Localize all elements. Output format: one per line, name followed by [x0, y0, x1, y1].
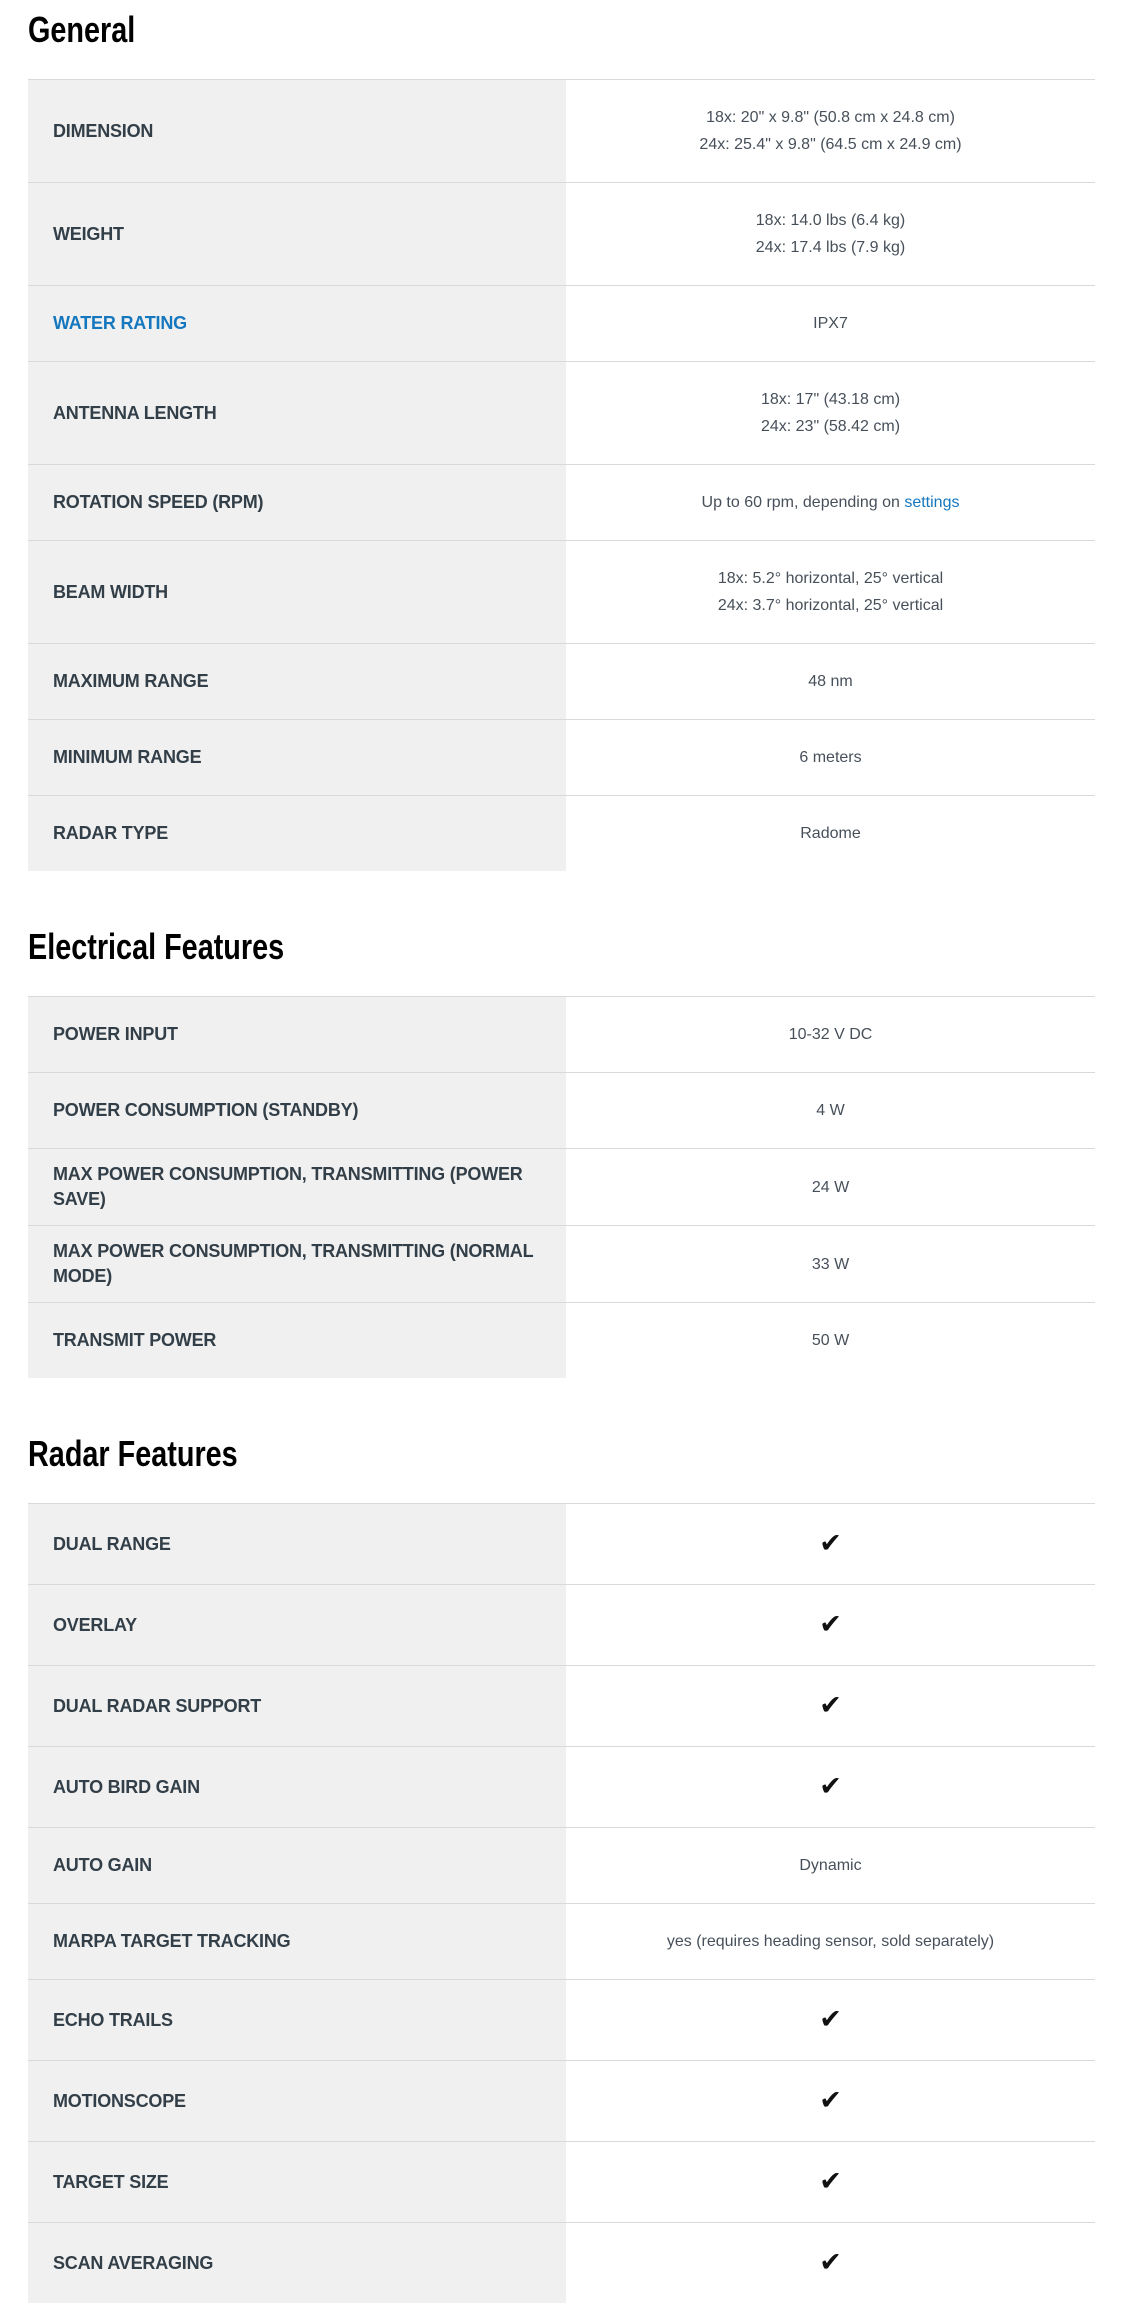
spec-value	[566, 1666, 1095, 1746]
table-row-rotation-speed	[28, 465, 1095, 541]
spec-label-text: AUTO GAIN	[53, 1855, 152, 1875]
spec-value	[566, 286, 1095, 361]
spec-value-line: 4 W	[816, 1102, 845, 1119]
checkmark-icon: ✔	[819, 2085, 842, 2116]
checkmark-icon: ✔	[819, 1690, 842, 1721]
table-row-minimum-range	[28, 720, 1095, 796]
spec-value	[566, 362, 1095, 464]
spec-label	[28, 1585, 566, 1665]
settings-link[interactable]: settings	[904, 494, 960, 511]
table-row-weight	[28, 183, 1095, 286]
table-row-max-power-power-save	[28, 1149, 1095, 1226]
table-row-scan-averaging	[28, 2223, 1095, 2303]
spec-label-text: ROTATION SPEED (RPM)	[53, 492, 264, 512]
spec-label-text: RADAR TYPE	[53, 823, 169, 843]
spec-value	[566, 796, 1095, 871]
section-title-text: Electrical Features	[28, 926, 285, 967]
spec-value-line: 18x: 17" (43.18 cm)	[760, 391, 901, 408]
spec-label	[28, 1747, 566, 1827]
spec-value	[566, 541, 1095, 643]
table-row-target-size	[28, 2142, 1095, 2223]
section-title-text: Radar Features	[28, 1433, 238, 1474]
spec-value-line: 33 W	[811, 1255, 850, 1273]
spec-table	[28, 79, 1095, 871]
spec-label	[28, 1980, 566, 2060]
table-row-marpa-target-tracking	[28, 1904, 1095, 1980]
spec-label-text: ECHO TRAILS	[53, 2009, 173, 2030]
spec-label	[28, 1073, 566, 1148]
section-title	[28, 10, 1095, 55]
spec-label	[28, 1828, 566, 1903]
spec-value-line: 24x: 17.4 lbs (7.9 kg)	[755, 239, 906, 256]
section-title	[28, 1434, 1095, 1479]
spec-label-text: MAXIMUM RANGE	[53, 671, 209, 691]
table-row-radar-type	[28, 796, 1095, 871]
spec-label-text: TARGET SIZE	[53, 2171, 169, 2192]
table-row-maximum-range	[28, 644, 1095, 720]
spec-label	[28, 1226, 566, 1302]
spec-value-line	[702, 489, 960, 516]
spec-value	[566, 997, 1095, 1072]
table-row-dual-range	[28, 1504, 1095, 1585]
spec-label	[28, 362, 566, 464]
spec-value-line: 24x: 25.4" x 9.8" (64.5 cm x 24.9 cm)	[699, 136, 962, 153]
spec-value	[566, 183, 1095, 285]
table-row-transmit-power	[28, 1303, 1095, 1378]
spec-label	[28, 541, 566, 643]
spec-label-text: MINIMUM RANGE	[53, 747, 202, 767]
table-row-auto-gain	[28, 1828, 1095, 1904]
spec-label	[28, 997, 566, 1072]
table-row-max-power-normal-mode	[28, 1226, 1095, 1303]
spec-label-text: MARPA TARGET TRACKING	[53, 1931, 291, 1951]
spec-value	[566, 1073, 1095, 1148]
spec-value-line: 6 meters	[799, 749, 862, 766]
spec-table	[28, 1503, 1095, 2303]
checkmark-icon: ✔	[819, 2166, 842, 2197]
spec-value	[566, 1904, 1095, 1979]
spec-value	[566, 1980, 1095, 2060]
spec-value	[566, 1504, 1095, 1584]
section-general	[28, 10, 1095, 871]
spec-value-line: Dynamic	[799, 1857, 862, 1874]
spec-value	[566, 1747, 1095, 1827]
spec-label	[28, 1666, 566, 1746]
spec-label-text: ANTENNA LENGTH	[53, 402, 217, 423]
spec-label-text: MOTIONSCOPE	[53, 2090, 186, 2111]
spec-value	[566, 80, 1095, 182]
spec-label-text: MAX POWER CONSUMPTION, TRANSMITTING (POWER SAVE)	[53, 1164, 523, 1209]
spec-label-text: DUAL RADAR SUPPORT	[53, 1695, 262, 1716]
spec-value	[566, 1828, 1095, 1903]
spec-value-line: 10-32 V DC	[788, 1026, 873, 1043]
spec-value-text: Up to 60 rpm, depending on	[701, 494, 905, 511]
spec-value	[566, 1226, 1095, 1302]
section-title	[28, 927, 1095, 972]
table-row-dual-radar-support	[28, 1666, 1095, 1747]
spec-value-line: 18x: 14.0 lbs (6.4 kg)	[755, 212, 906, 229]
section-electrical-features	[28, 927, 1095, 1378]
spec-label-text: AUTO BIRD GAIN	[53, 1776, 200, 1797]
spec-value-line: 24x: 23" (58.42 cm)	[760, 418, 901, 435]
spec-value-line: 24 W	[811, 1178, 850, 1196]
table-row-dimension	[28, 80, 1095, 183]
spec-value	[566, 2061, 1095, 2141]
spec-label-text: BEAM WIDTH	[53, 581, 168, 602]
spec-value	[566, 1303, 1095, 1378]
spec-value-line: yes (requires heading sensor, sold separately)	[666, 1933, 995, 1950]
spec-value-line: 24x: 3.7° horizontal, 25° vertical	[717, 597, 944, 614]
spec-label-text: DUAL RANGE	[53, 1533, 171, 1554]
spec-label	[28, 644, 566, 719]
spec-label	[28, 1504, 566, 1584]
table-row-motionscope	[28, 2061, 1095, 2142]
spec-label	[28, 2061, 566, 2141]
spec-label-text: OVERLAY	[53, 1614, 137, 1635]
spec-label	[28, 286, 566, 361]
spec-value	[566, 2223, 1095, 2303]
spec-label	[28, 720, 566, 795]
checkmark-icon: ✔	[819, 2004, 842, 2035]
table-row-power-input	[28, 997, 1095, 1073]
spec-label-text: MAX POWER CONSUMPTION, TRANSMITTING (NORMAL MODE)	[53, 1241, 534, 1286]
spec-value	[566, 465, 1095, 540]
spec-value	[566, 720, 1095, 795]
spec-label	[28, 80, 566, 182]
table-row-auto-bird-gain	[28, 1747, 1095, 1828]
table-row-antenna-length	[28, 362, 1095, 465]
spec-value-line: 18x: 20" x 9.8" (50.8 cm x 24.8 cm)	[706, 109, 955, 126]
table-row-beam-width	[28, 541, 1095, 644]
table-row-echo-trails	[28, 1980, 1095, 2061]
spec-value	[566, 2142, 1095, 2222]
spec-value-line: Radome	[800, 825, 861, 842]
spec-value-line: 48 nm	[808, 673, 853, 690]
spec-label-text: WEIGHT	[53, 223, 124, 244]
spec-label	[28, 796, 566, 871]
spec-label-text: TRANSMIT POWER	[53, 1330, 217, 1350]
table-row-power-consumption-standby	[28, 1073, 1095, 1149]
spec-label-text: DIMENSION	[53, 120, 154, 141]
spec-value	[566, 1585, 1095, 1665]
spec-label	[28, 1149, 566, 1225]
spec-value	[566, 1149, 1095, 1225]
table-row-water-rating	[28, 286, 1095, 362]
checkmark-icon: ✔	[819, 1771, 842, 1802]
spec-label-text: SCAN AVERAGING	[53, 2252, 214, 2273]
spec-table	[28, 996, 1095, 1378]
section-title-text: General	[28, 9, 136, 50]
water-rating-link[interactable]: WATER RATING	[53, 313, 187, 333]
spec-label	[28, 183, 566, 285]
table-row-overlay	[28, 1585, 1095, 1666]
spec-label-text: POWER CONSUMPTION (STANDBY)	[53, 1100, 359, 1120]
spec-label	[28, 2223, 566, 2303]
spec-label	[28, 1904, 566, 1979]
section-radar-features	[28, 1434, 1095, 2303]
spec-label-text: POWER INPUT	[53, 1024, 178, 1044]
spec-label	[28, 1303, 566, 1378]
checkmark-icon: ✔	[819, 1609, 842, 1640]
spec-label	[28, 2142, 566, 2222]
spec-label	[28, 465, 566, 540]
spec-value-line: 50 W	[811, 1332, 850, 1349]
spec-value	[566, 644, 1095, 719]
spec-value-line: IPX7	[813, 315, 848, 332]
checkmark-icon: ✔	[819, 1528, 842, 1559]
checkmark-icon: ✔	[819, 2247, 842, 2278]
spec-value-line: 18x: 5.2° horizontal, 25° vertical	[717, 570, 944, 587]
